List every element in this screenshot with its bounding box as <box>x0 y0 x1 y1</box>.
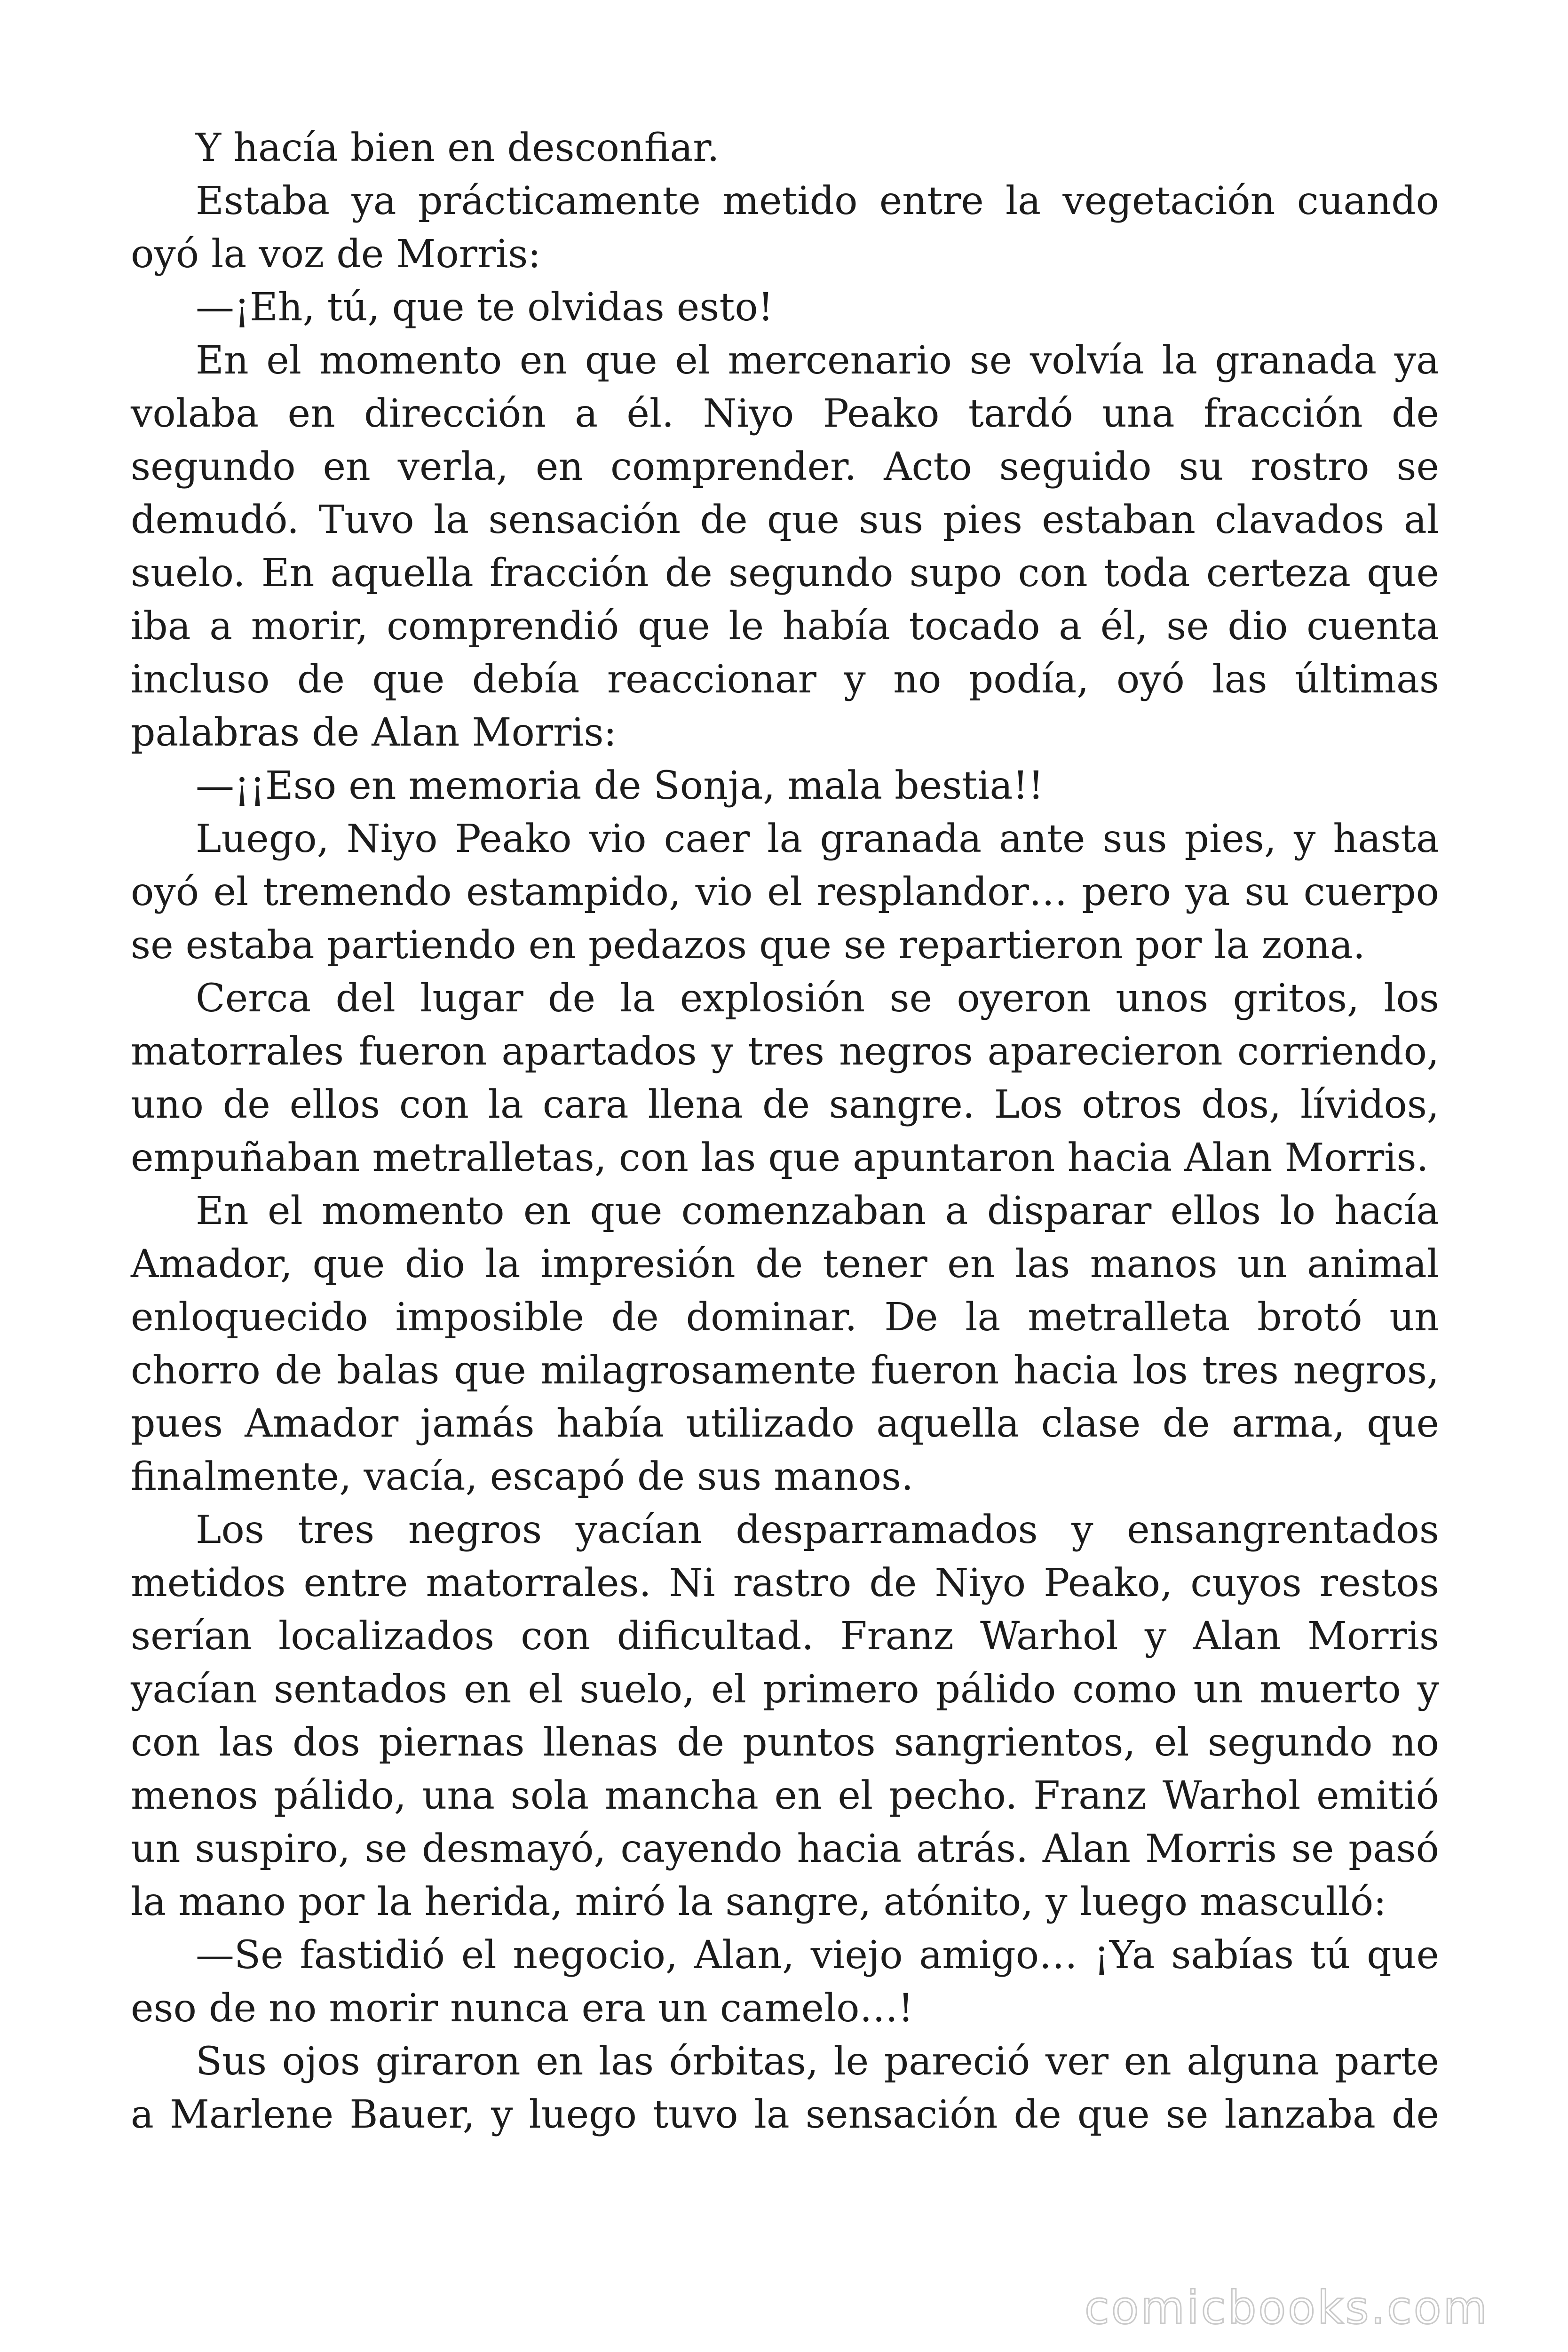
paragraph: —¡Eh, tú, que te olvidas esto! <box>196 285 774 330</box>
paragraph: —Se fastidió el negocio, Alan, viejo amigo… ¡Ya sabías tú que eso de no morir nunca era un camelo…! <box>131 1933 1439 2031</box>
paragraph: —¡¡Eso en memoria de Sonja, mala bestia!! <box>196 763 1044 808</box>
watermark: comicbooks.com <box>1084 2281 1489 2334</box>
paragraph: Cerca del lugar de la explosión se oyeron unos gritos, los matorrales fueron apartados y tres negros aparecieron corriendo, uno de ellos con la cara llena de sangre. Los otros dos, lívidos, empuñaban metralletas, con las que apuntaron hacia Alan Morris. <box>131 976 1439 1180</box>
paragraph: Estaba ya prácticamente metido entre la vegetación cuando oyó la voz de Morris: <box>131 179 1439 277</box>
paragraph: Y hacía bien en desconfiar. <box>196 126 720 170</box>
paragraph: Los tres negros yacían desparramados y ensangrentados metidos entre matorrales. Ni rastro de Niyo Peako, cuyos restos serían localizados con dificultad. Franz Warhol y Alan Morris yacían sentados en el suelo, el primero pálido como un muerto y con las dos piernas llenas de puntos sangrientos, el segundo no menos pálido, una sola mancha en el pecho. Franz Warhol emitió un suspiro, se desmayó, cayendo hacia atrás. Alan Morris se pasó la mano por la herida, miró la sangre, atónito, y luego masculló: <box>131 1508 1439 1924</box>
paragraph: En el momento en que comenzaban a disparar ellos lo hacía Amador, que dio la impresión de tener en las manos un animal enloquecido imposible de dominar. De la metralleta brotó un chorro de balas que milagrosamente fueron hacia los tres negros, pues Amador jamás había utilizado aquella clase de arma, que finalmente, vacía, escapó de sus manos. <box>131 1189 1439 1499</box>
paragraph: Luego, Niyo Peako vio caer la granada ante sus pies, y hasta oyó el tremendo estampido, vio el resplandor… pero ya su cuerpo se estaba partiendo en pedazos que se repartieron por la zona. <box>131 817 1439 968</box>
paragraph-continues: Sus ojos giraron en las órbitas, le pareció ver en alguna parte a Marlene Bauer, y luego tuvo la sensación de que se lanzaba de <box>131 2039 1439 2137</box>
body-text <box>131 121 1439 2141</box>
paragraph: En el momento en que el mercenario se volvía la granada ya volaba en dirección a él. Niyo Peako tardó una fracción de segundo en verla, en comprender. Acto seguido su rostro se demudó. Tuvo la sensación de que sus pies estaban clavados al suelo. En aquella fracción de segundo supo con toda certeza que iba a morir, comprendió que le había tocado a él, se dio cuenta incluso de que debía reaccionar y no podía, oyó las últimas palabras de Alan Morris: <box>131 338 1439 755</box>
